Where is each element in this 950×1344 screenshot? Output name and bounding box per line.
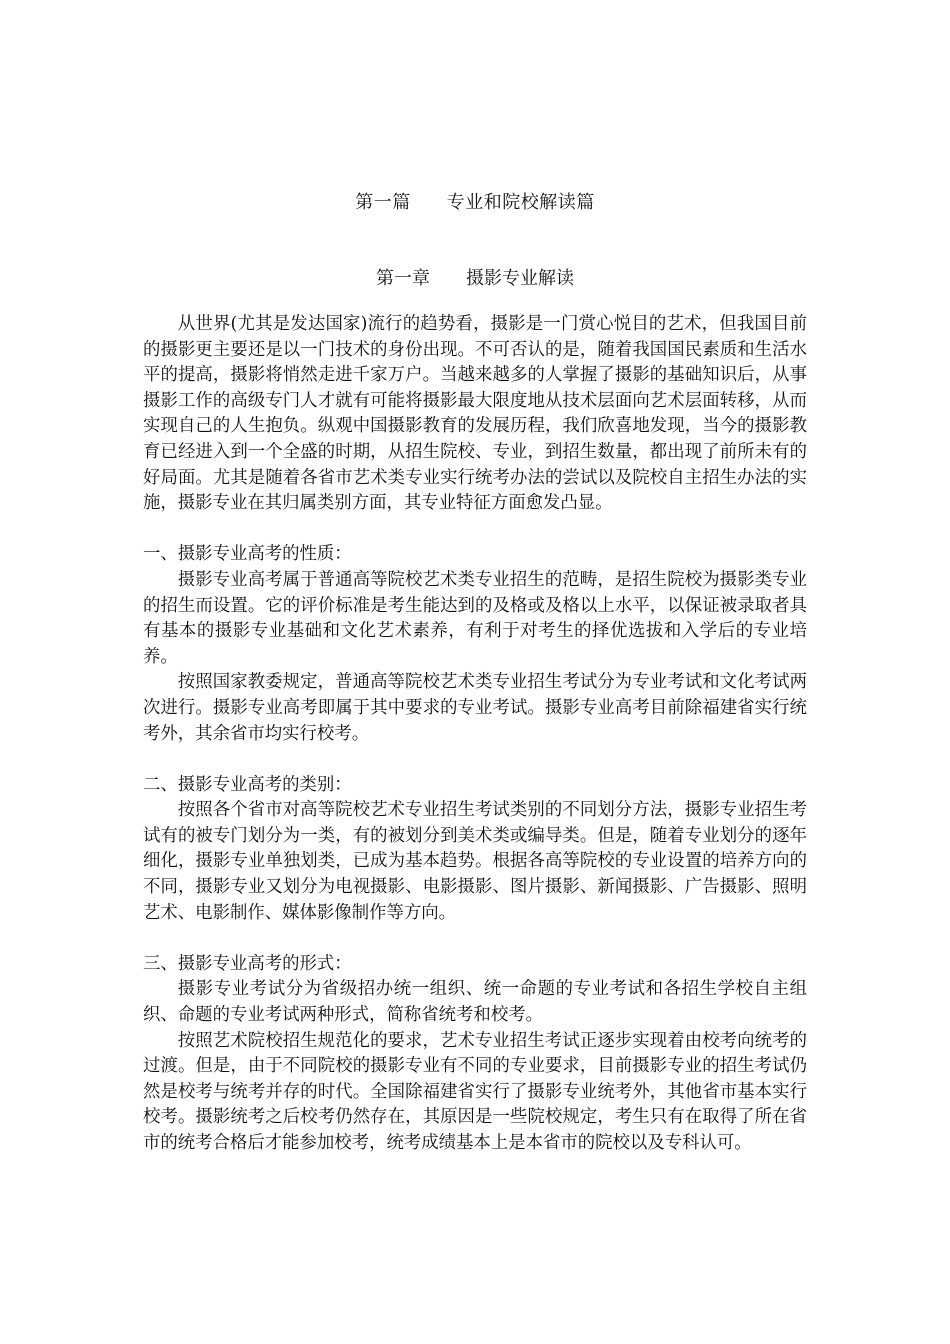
section-paragraph: 按照国家教委规定，普通高等院校艺术类专业招生考试分为专业考试和文化考试两次进行。摄影专业高考即属于其中要求的专业考试。摄影专业高考目前除福建省实行统考外，其余省市均实行校考。 (143, 672, 807, 744)
part-name: 专业和院校解读篇 (446, 192, 595, 213)
section-paragraph: 摄影专业考试分为省级招办统一组织、统一命题的专业考试和各招生学校自主组织、命题的专业考试两种形式，简称省统考和校考。 (143, 979, 807, 1026)
document-body (143, 312, 807, 1157)
section-heading: 三、摄影专业高考的形式： (143, 953, 352, 974)
chapter-title (0, 264, 950, 290)
intro-paragraph: 从世界(尤其是发达国家)流行的趋势看，摄影是一门赏心悦目的艺术，但我国目前的摄影更主要还是以一门技术的身份出现。不可否认的是，随着我国国民素质和生活水平的提高，摄影将悄然走进千家万户。当越来越多的人掌握了摄影的基础知识后，从事摄影工作的高级专门人才就有可能将摄影最大限度地从技术层面向艺术层面转移，从而实现自己的人生抱负。纵观中国摄影教育的发展历程，我们欣喜地发现，当今的摄影教育已经进入到一个全盛的时期，从招生院校、专业，到招生数量，都出现了前所未有的好局面。尤其是随着各省市艺术类专业实行统考办法的尝试以及院校自主招生办法的实施，摄影专业在其归属类别方面，其专业特征方面愈发凸显。 (143, 314, 807, 514)
section-heading: 一、摄影专业高考的性质： (143, 544, 352, 565)
section-categories (143, 773, 807, 927)
section-paragraph: 按照艺术院校招生规范化的要求，艺术专业招生考试正逐步实现着由校考向统考的过渡。但是，由于不同院校的摄影专业有不同的专业要求，目前摄影专业的招生考试仍然是校考与统考并存的时代。全国除福建省实行了摄影专业统考外，其他省市基本实行校考。摄影统考之后校考仍然存在，其原因是一些院校规定，考生只有在取得了所在省市的统考合格后才能参加校考，统考成绩基本上是本省市的院校以及专科认可。 (143, 1030, 807, 1153)
section-nature (143, 542, 807, 747)
section-paragraph: 摄影专业高考属于普通高等院校艺术类专业招生的范畴，是招生院校为摄影类专业的招生而设置。它的评价标准是考生能达到的及格或及格以上水平，以保证被录取者具有基本的摄影专业基础和文化艺术素养，有利于对考生的择优选拔和入学后的专业培养。 (143, 569, 807, 667)
part-title (0, 188, 950, 214)
section-heading: 二、摄影专业高考的类别： (143, 774, 352, 795)
chapter-label: 第一章 (376, 268, 430, 289)
section-paragraph: 按照各个省市对高等院校艺术专业招生考试类别的不同划分方法，摄影专业招生考试有的被专门划分为一类，有的被划分到美术类或编导类。但是，随着专业划分的逐年细化，摄影专业单独划类，已成为基本趋势。根据各高等院校的专业设置的培养方向的不同，摄影专业又划分为电视摄影、电影摄影、图片摄影、新闻摄影、广告摄影、照明艺术、电影制作、媒体影像制作等方向。 (143, 800, 807, 923)
part-label: 第一篇 (355, 192, 411, 213)
chapter-name: 摄影专业解读 (466, 268, 574, 289)
section-forms (143, 952, 807, 1157)
